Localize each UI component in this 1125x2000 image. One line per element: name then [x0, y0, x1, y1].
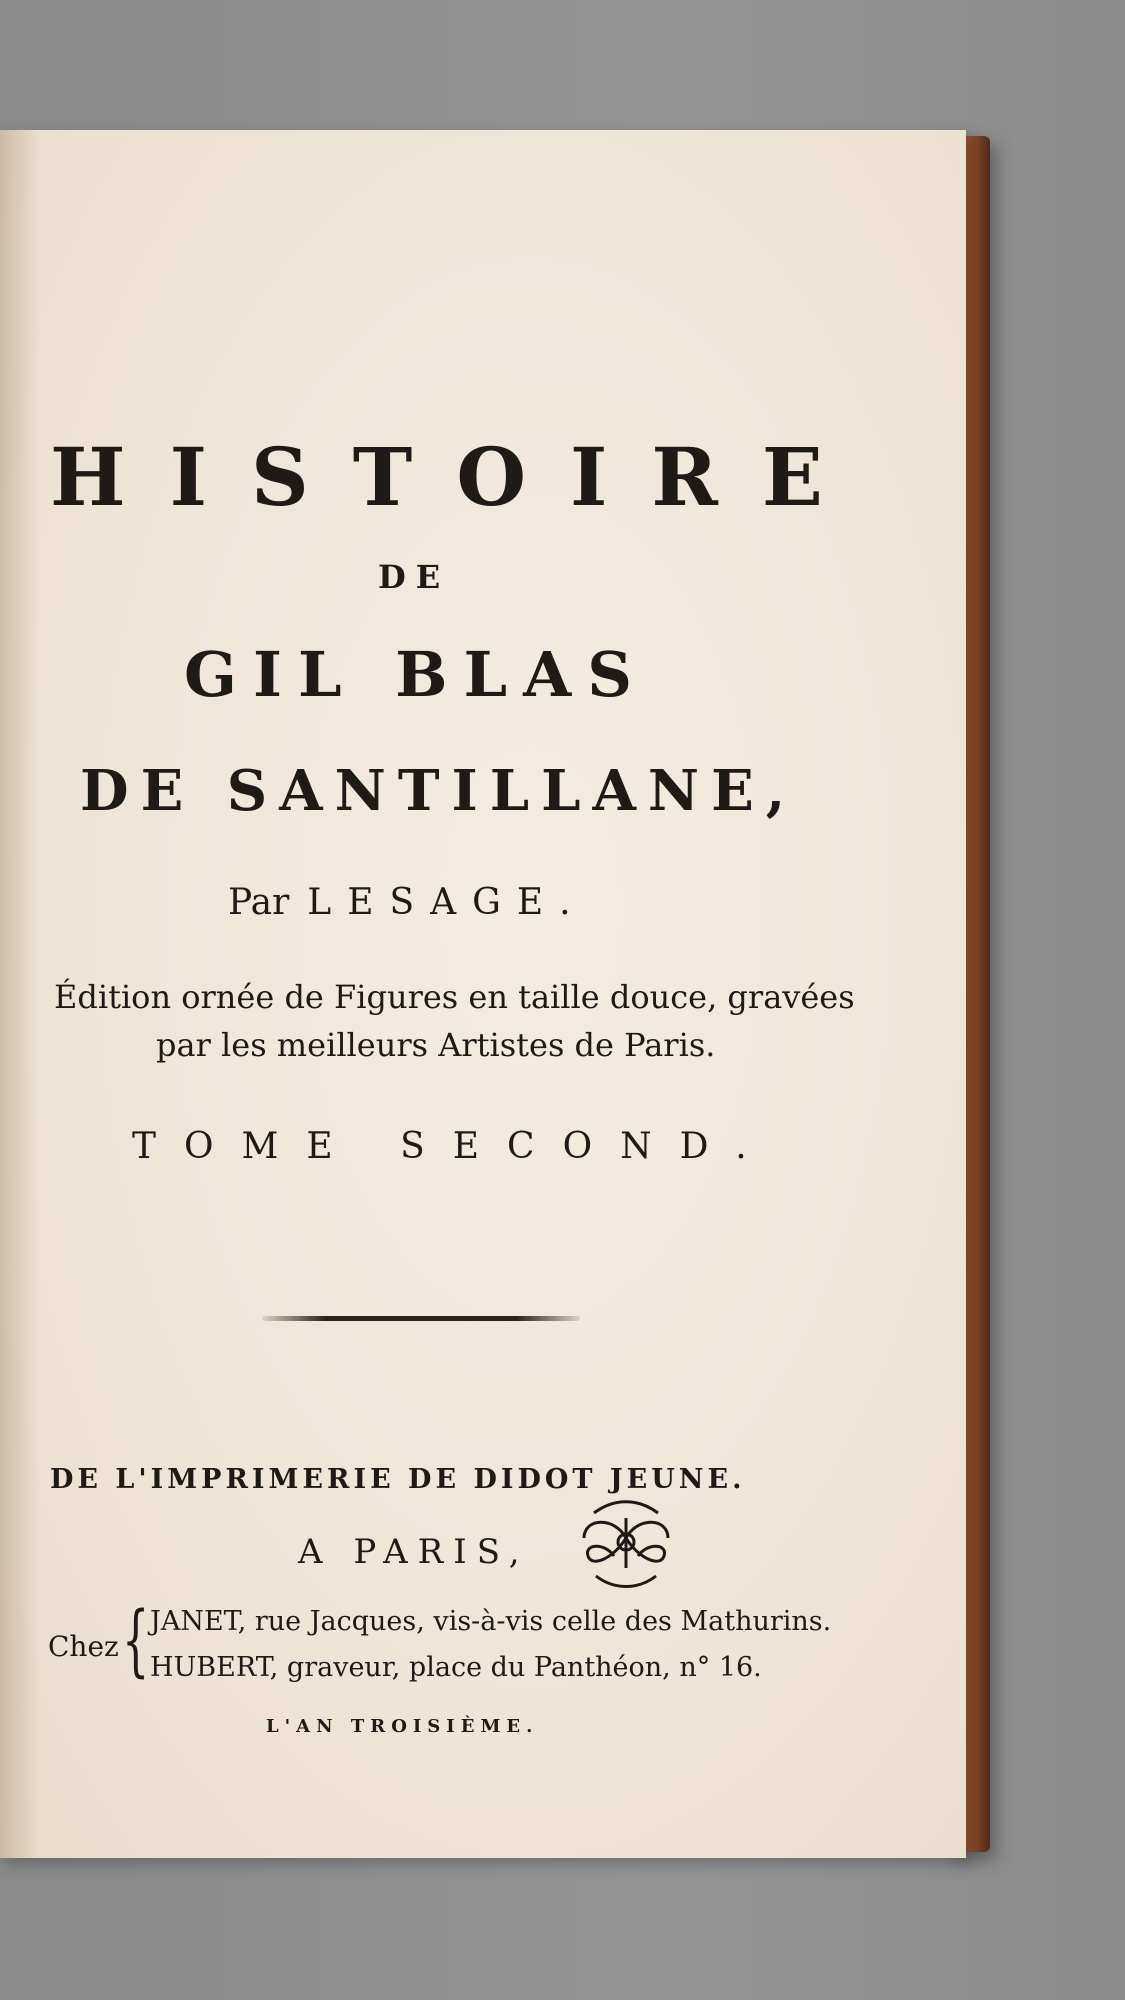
author-prefix: Par: [228, 882, 290, 923]
decorative-rule: [262, 1316, 580, 1321]
title-page: [0, 130, 966, 1858]
title-connector: DE: [378, 558, 451, 596]
edition-line-1: Édition ornée de Figures en taille douce, gravées: [54, 978, 855, 1016]
volume-label: TOME SECOND.: [132, 1126, 775, 1167]
seller-address-2: HUBERT, graveur, place du Panthéon, n° 16.: [150, 1652, 762, 1683]
printer-monogram-icon: [574, 1498, 678, 1588]
seller-brace: {: [122, 1596, 150, 1686]
seller-prefix: Chez: [48, 1630, 119, 1663]
subject-line-1: GIL BLAS: [184, 638, 649, 711]
book-title: HISTOIRE: [50, 430, 867, 524]
edition-line-2: par les meilleurs Artistes de Paris.: [156, 1026, 716, 1064]
author-line: [228, 882, 587, 923]
imprint-line: DE L'IMPRIMERIE DE DIDOT JEUNE.: [50, 1464, 746, 1495]
city-line: A PARIS,: [298, 1532, 530, 1572]
seller-address-1: JANET, rue Jacques, vis-à-vis celle des Mathurins.: [150, 1606, 832, 1637]
publication-year: L'AN TROISIÈME.: [266, 1716, 539, 1737]
author-name: LESAGE.: [307, 882, 587, 923]
subject-line-2: DE SANTILLANE,: [80, 758, 798, 824]
